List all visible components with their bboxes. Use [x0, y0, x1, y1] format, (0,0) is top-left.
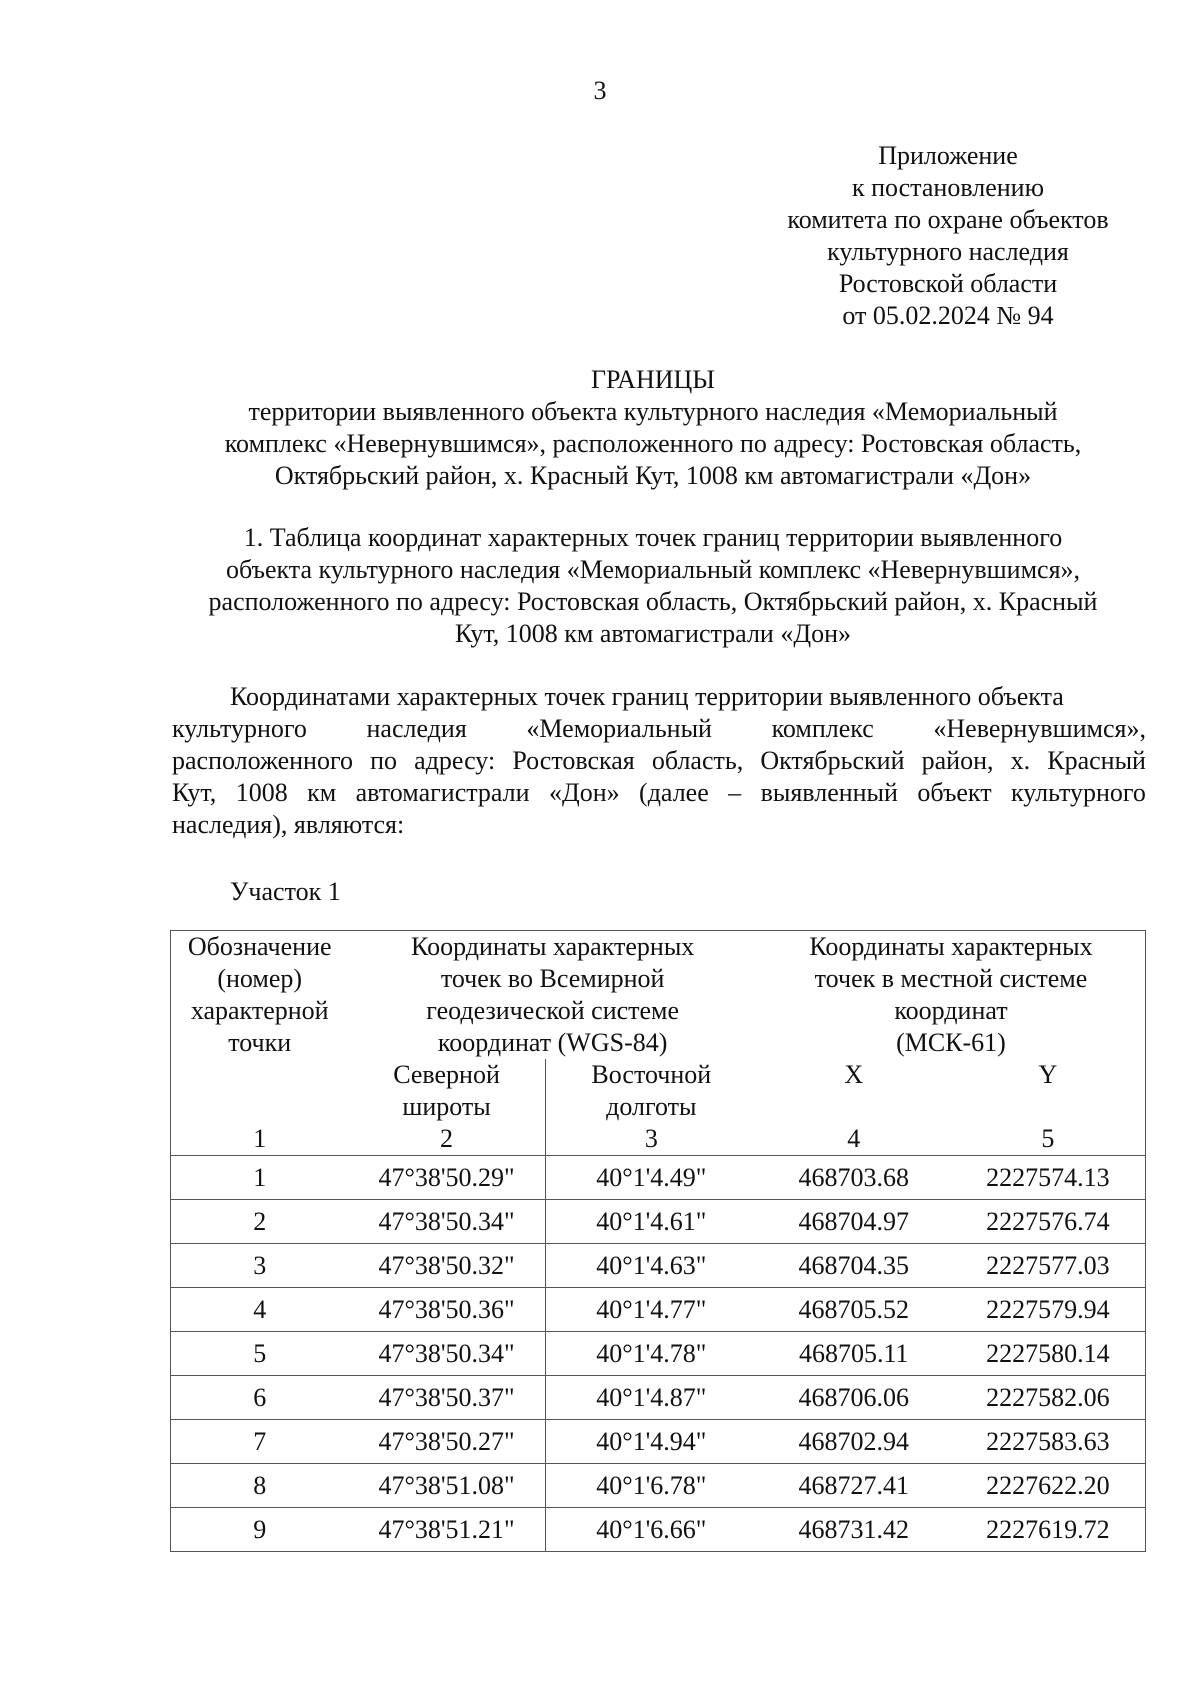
table-row — [171, 1288, 1146, 1332]
header-text: геодезической системе — [426, 996, 680, 1025]
header-text: точек во Всемирной — [440, 964, 665, 993]
header-north-latitude — [348, 1059, 545, 1123]
cell-y: 2227577.03 — [951, 1244, 1146, 1288]
header-text: долготы — [606, 1092, 697, 1121]
word: х. — [1010, 746, 1031, 775]
word: наследия — [366, 714, 467, 743]
cell-x: 468703.68 — [757, 1156, 951, 1200]
header-empty — [171, 1059, 349, 1123]
header-msk61 — [757, 931, 1146, 1060]
word: автомагистрали — [355, 778, 530, 807]
cell-x: 468702.94 — [757, 1420, 951, 1464]
word: 1008 — [235, 778, 288, 807]
cell-y: 2227619.72 — [951, 1508, 1146, 1552]
cell-y: 2227583.63 — [951, 1420, 1146, 1464]
caption-line: 1. Таблица координат характерных точек границ территории выявленного — [243, 523, 1063, 552]
header-col-number: 2 — [440, 1124, 454, 1153]
cell-latitude: 47°38'50.29" — [348, 1156, 545, 1200]
header-col-number: 4 — [847, 1124, 861, 1153]
cell-longitude: 40°1'4.78" — [545, 1332, 757, 1376]
word: область, — [651, 746, 744, 775]
header-text: координат (WGS-84) — [437, 1028, 668, 1057]
header-point-designation — [171, 931, 349, 1060]
paragraph-line: наследия), являются: — [172, 810, 405, 839]
cell-y: 2227579.94 — [951, 1288, 1146, 1332]
table-row — [171, 1464, 1146, 1508]
header-text: точек в местной системе — [814, 964, 1088, 993]
cell-latitude: 47°38'50.34" — [348, 1332, 545, 1376]
header-text: точки — [228, 1028, 292, 1057]
title-line: территории выявленного объекта культурного наследия «Мемориальный — [248, 397, 1058, 426]
header-text: Координаты характерных — [809, 932, 1093, 961]
table-row — [171, 1332, 1146, 1376]
appendix-line: Приложение — [878, 141, 1018, 170]
cell-point-number: 5 — [171, 1332, 349, 1376]
header-text: (МСК-61) — [896, 1028, 1006, 1057]
word: (далее — [639, 778, 709, 807]
paragraph-line: Координатами характерных точек границ территории выявленного объекта — [230, 682, 1064, 711]
plot-label: Участок 1 — [230, 877, 341, 906]
cell-x: 468727.41 — [757, 1464, 951, 1508]
cell-point-number: 7 — [171, 1420, 349, 1464]
paragraph-line — [172, 745, 1146, 777]
cell-latitude: 47°38'51.08" — [348, 1464, 545, 1508]
cell-latitude: 47°38'50.27" — [348, 1420, 545, 1464]
word: Красный — [1047, 746, 1146, 775]
word: культурного — [1010, 778, 1146, 807]
word: культурного — [172, 714, 307, 743]
caption-line: расположенного по адресу: Ростовская область, Октябрьский район, х. Красный — [208, 587, 1098, 616]
table-row — [171, 1420, 1146, 1464]
header-text: Восточной — [591, 1060, 712, 1089]
cell-x: 468704.97 — [757, 1200, 951, 1244]
cell-longitude: 40°1'4.61" — [545, 1200, 757, 1244]
cell-y: 2227622.20 — [951, 1464, 1146, 1508]
cell-longitude: 40°1'4.94" — [545, 1420, 757, 1464]
cell-latitude: 47°38'50.37" — [348, 1376, 545, 1420]
header-text: характерной — [190, 996, 329, 1025]
word: «Мемориальный — [526, 714, 712, 743]
paragraph-line — [172, 777, 1146, 809]
paragraph-line — [172, 713, 1146, 745]
header-x: X — [844, 1060, 864, 1089]
word: км — [307, 778, 337, 807]
header-text: широты — [402, 1092, 491, 1121]
table-row — [171, 1508, 1146, 1552]
table-row — [171, 1244, 1146, 1288]
appendix-line: культурного наследия — [827, 237, 1069, 266]
word: Октябрьский — [760, 746, 905, 775]
cell-y: 2227576.74 — [951, 1200, 1146, 1244]
cell-point-number: 6 — [171, 1376, 349, 1420]
document-title — [160, 364, 1146, 492]
coordinates-table — [170, 930, 1146, 1552]
header-col-number: 3 — [545, 1123, 757, 1156]
cell-latitude: 47°38'51.21" — [348, 1508, 545, 1552]
word: выявленный — [760, 778, 898, 807]
header-wgs84 — [348, 931, 757, 1060]
word: Кут, — [172, 778, 217, 807]
cell-y: 2227580.14 — [951, 1332, 1146, 1376]
word: адресу: — [414, 746, 496, 775]
table-row — [171, 1200, 1146, 1244]
word: по — [370, 746, 398, 775]
cell-longitude: 40°1'6.66" — [545, 1508, 757, 1552]
cell-latitude: 47°38'50.32" — [348, 1244, 545, 1288]
header-col-number: 5 — [951, 1123, 1146, 1156]
appendix-header — [748, 140, 1148, 332]
header-col-number: 1 — [171, 1123, 349, 1156]
header-text: Северной — [393, 1060, 500, 1089]
header-east-longitude — [545, 1059, 757, 1123]
cell-point-number: 2 — [171, 1200, 349, 1244]
cell-point-number: 1 — [171, 1156, 349, 1200]
header-y: Y — [951, 1059, 1146, 1123]
appendix-line: от 05.02.2024 № 94 — [842, 301, 1054, 330]
cell-y: 2227582.06 — [951, 1376, 1146, 1420]
cell-longitude: 40°1'4.63" — [545, 1244, 757, 1288]
word: «Дон» — [548, 778, 620, 807]
word: Ростовская — [512, 746, 635, 775]
cell-longitude: 40°1'6.78" — [545, 1464, 757, 1508]
word: район, — [921, 746, 994, 775]
appendix-line: Ростовской области — [838, 269, 1058, 298]
caption-line: объекта культурного наследия «Мемориальный комплекс «Невернувшимся», — [225, 555, 1081, 584]
table-row — [171, 1376, 1146, 1420]
header-text: (номер) — [217, 964, 303, 993]
table-row — [171, 1156, 1146, 1200]
page-number: 3 — [593, 76, 607, 105]
title-line: комплекс «Невернувшимся», расположенного по адресу: Ростовская область, — [224, 429, 1082, 458]
cell-point-number: 4 — [171, 1288, 349, 1332]
cell-x: 468704.35 — [757, 1244, 951, 1288]
cell-point-number: 3 — [171, 1244, 349, 1288]
cell-x: 468706.06 — [757, 1376, 951, 1420]
word: объект — [917, 778, 992, 807]
word: комплекс — [771, 714, 874, 743]
title-line: Октябрьский район, х. Красный Кут, 1008 км автомагистрали «Дон» — [274, 461, 1032, 490]
cell-longitude: 40°1'4.77" — [545, 1288, 757, 1332]
word: расположенного — [172, 746, 353, 775]
cell-x: 468705.52 — [757, 1288, 951, 1332]
cell-latitude: 47°38'50.36" — [348, 1288, 545, 1332]
cell-longitude: 40°1'4.49" — [545, 1156, 757, 1200]
table-caption — [160, 522, 1146, 650]
cell-y: 2227574.13 — [951, 1156, 1146, 1200]
cell-x: 468705.11 — [757, 1332, 951, 1376]
header-text: Обозначение — [187, 932, 332, 961]
header-text: координат — [894, 996, 1008, 1025]
cell-point-number: 8 — [171, 1464, 349, 1508]
cell-x: 468731.42 — [757, 1508, 951, 1552]
appendix-line: к постановлению — [851, 173, 1045, 202]
appendix-line: комитета по охране объектов — [787, 205, 1109, 234]
cell-point-number: 9 — [171, 1508, 349, 1552]
cell-longitude: 40°1'4.87" — [545, 1376, 757, 1420]
caption-line: Кут, 1008 км автомагистрали «Дон» — [455, 619, 851, 648]
word: – — [728, 778, 742, 807]
body-paragraph — [172, 681, 1146, 841]
title-heading: ГРАНИЦЫ — [591, 365, 715, 394]
header-text: Координаты характерных — [411, 932, 695, 961]
word: «Невернувшимся», — [933, 714, 1146, 743]
cell-latitude: 47°38'50.34" — [348, 1200, 545, 1244]
